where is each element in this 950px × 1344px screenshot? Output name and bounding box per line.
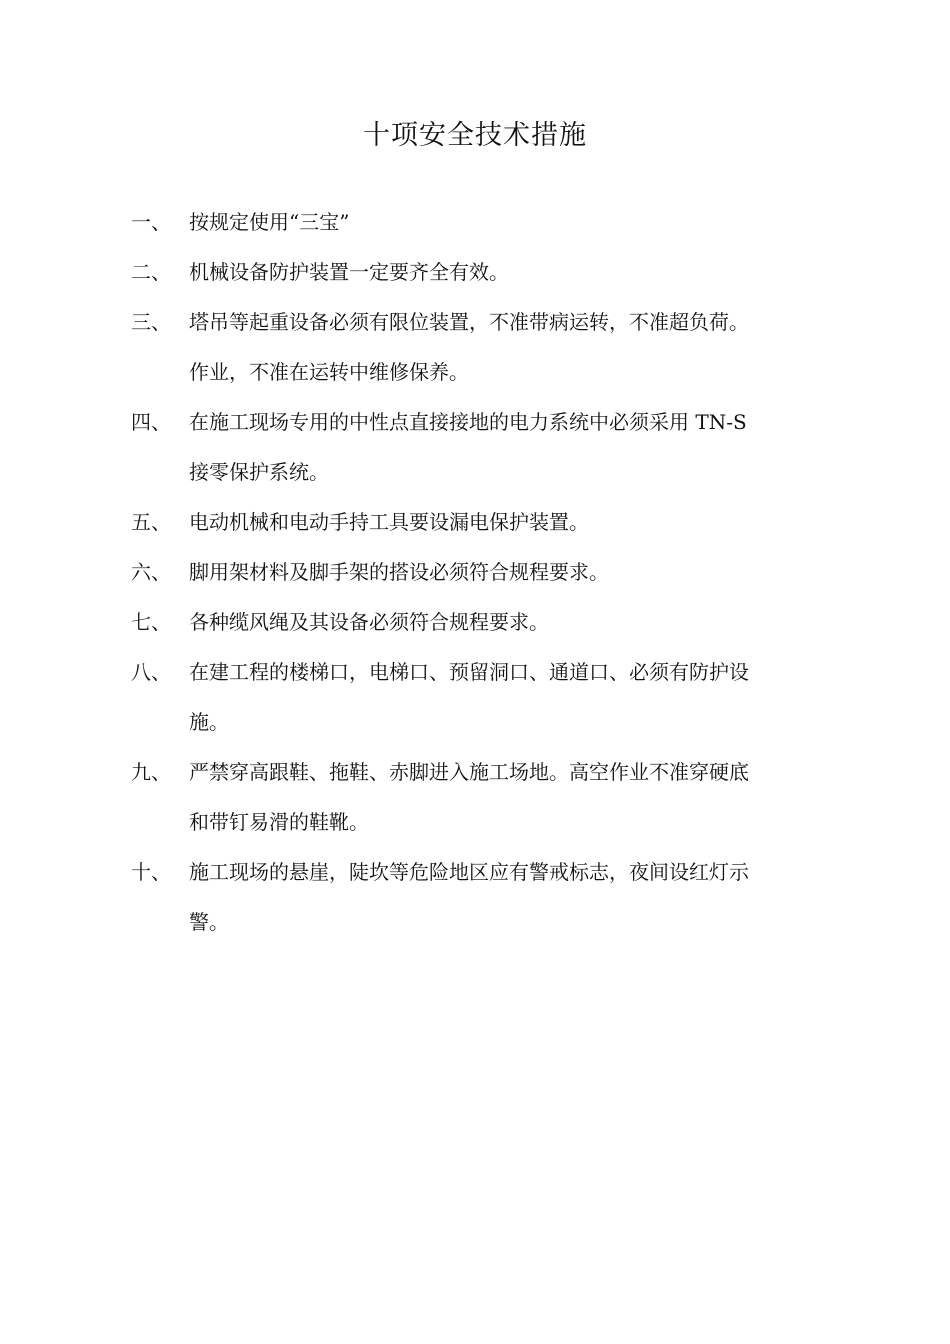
item-number: 二、 bbox=[131, 260, 171, 284]
item-number: 四、 bbox=[131, 410, 171, 434]
item-line: 电动机械和电动手持工具要设漏电保护装置。 bbox=[189, 510, 589, 534]
list-item bbox=[0, 647, 950, 747]
item-line: 在施工现场专用的中性点直接接地的电力系统中必须采用 TN-S bbox=[189, 410, 747, 434]
item-line: 和带钉易滑的鞋靴。 bbox=[189, 810, 369, 834]
list-item bbox=[0, 197, 950, 247]
item-number: 一、 bbox=[131, 210, 171, 234]
item-number: 八、 bbox=[131, 660, 171, 684]
item-text bbox=[189, 747, 809, 847]
item-line: 脚用架材料及脚手架的搭设必须符合规程要求。 bbox=[189, 560, 609, 584]
item-number: 五、 bbox=[131, 510, 171, 534]
item-number: 九、 bbox=[131, 760, 171, 784]
item-text bbox=[189, 647, 809, 747]
item-line: 按规定使用“三宝” bbox=[189, 210, 350, 234]
item-text bbox=[189, 597, 809, 647]
item-line: 施工现场的悬崖，陡坎等危险地区应有警戒标志，夜间设红灯示 bbox=[189, 860, 749, 884]
item-line: 严禁穿高跟鞋、拖鞋、赤脚进入施工场地。高空作业不准穿硬底 bbox=[189, 760, 749, 784]
item-number: 十、 bbox=[131, 860, 171, 884]
item-number: 三、 bbox=[131, 310, 171, 334]
item-number: 六、 bbox=[131, 560, 171, 584]
item-line: 施。 bbox=[189, 710, 229, 734]
list-item bbox=[0, 547, 950, 597]
item-text bbox=[189, 397, 809, 497]
list-item bbox=[0, 747, 950, 847]
item-line: 警。 bbox=[189, 910, 229, 934]
item-line: 接零保护系统。 bbox=[189, 460, 329, 484]
list-item bbox=[0, 247, 950, 297]
item-line: 作业，不准在运转中维修保养。 bbox=[189, 360, 469, 384]
item-line: 各种缆风绳及其设备必须符合规程要求。 bbox=[189, 610, 549, 634]
item-line: 机械设备防护装置一定要齐全有效。 bbox=[189, 260, 509, 284]
list-item bbox=[0, 847, 950, 947]
item-text bbox=[189, 847, 809, 947]
item-line: 塔吊等起重设备必须有限位装置，不准带病运转，不准超负荷。 bbox=[189, 310, 749, 334]
list-item bbox=[0, 397, 950, 497]
item-text bbox=[189, 497, 809, 547]
item-text bbox=[189, 547, 809, 597]
item-text bbox=[189, 247, 809, 297]
item-text bbox=[189, 197, 809, 247]
item-number: 七、 bbox=[131, 610, 171, 634]
measures-list bbox=[0, 197, 950, 947]
list-item bbox=[0, 497, 950, 547]
document-title: 十项安全技术措施 bbox=[363, 120, 587, 151]
item-line: 在建工程的楼梯口，电梯口、预留洞口、通道口、必须有防护设 bbox=[189, 660, 749, 684]
item-text bbox=[189, 297, 809, 397]
list-item bbox=[0, 597, 950, 647]
list-item bbox=[0, 297, 950, 397]
